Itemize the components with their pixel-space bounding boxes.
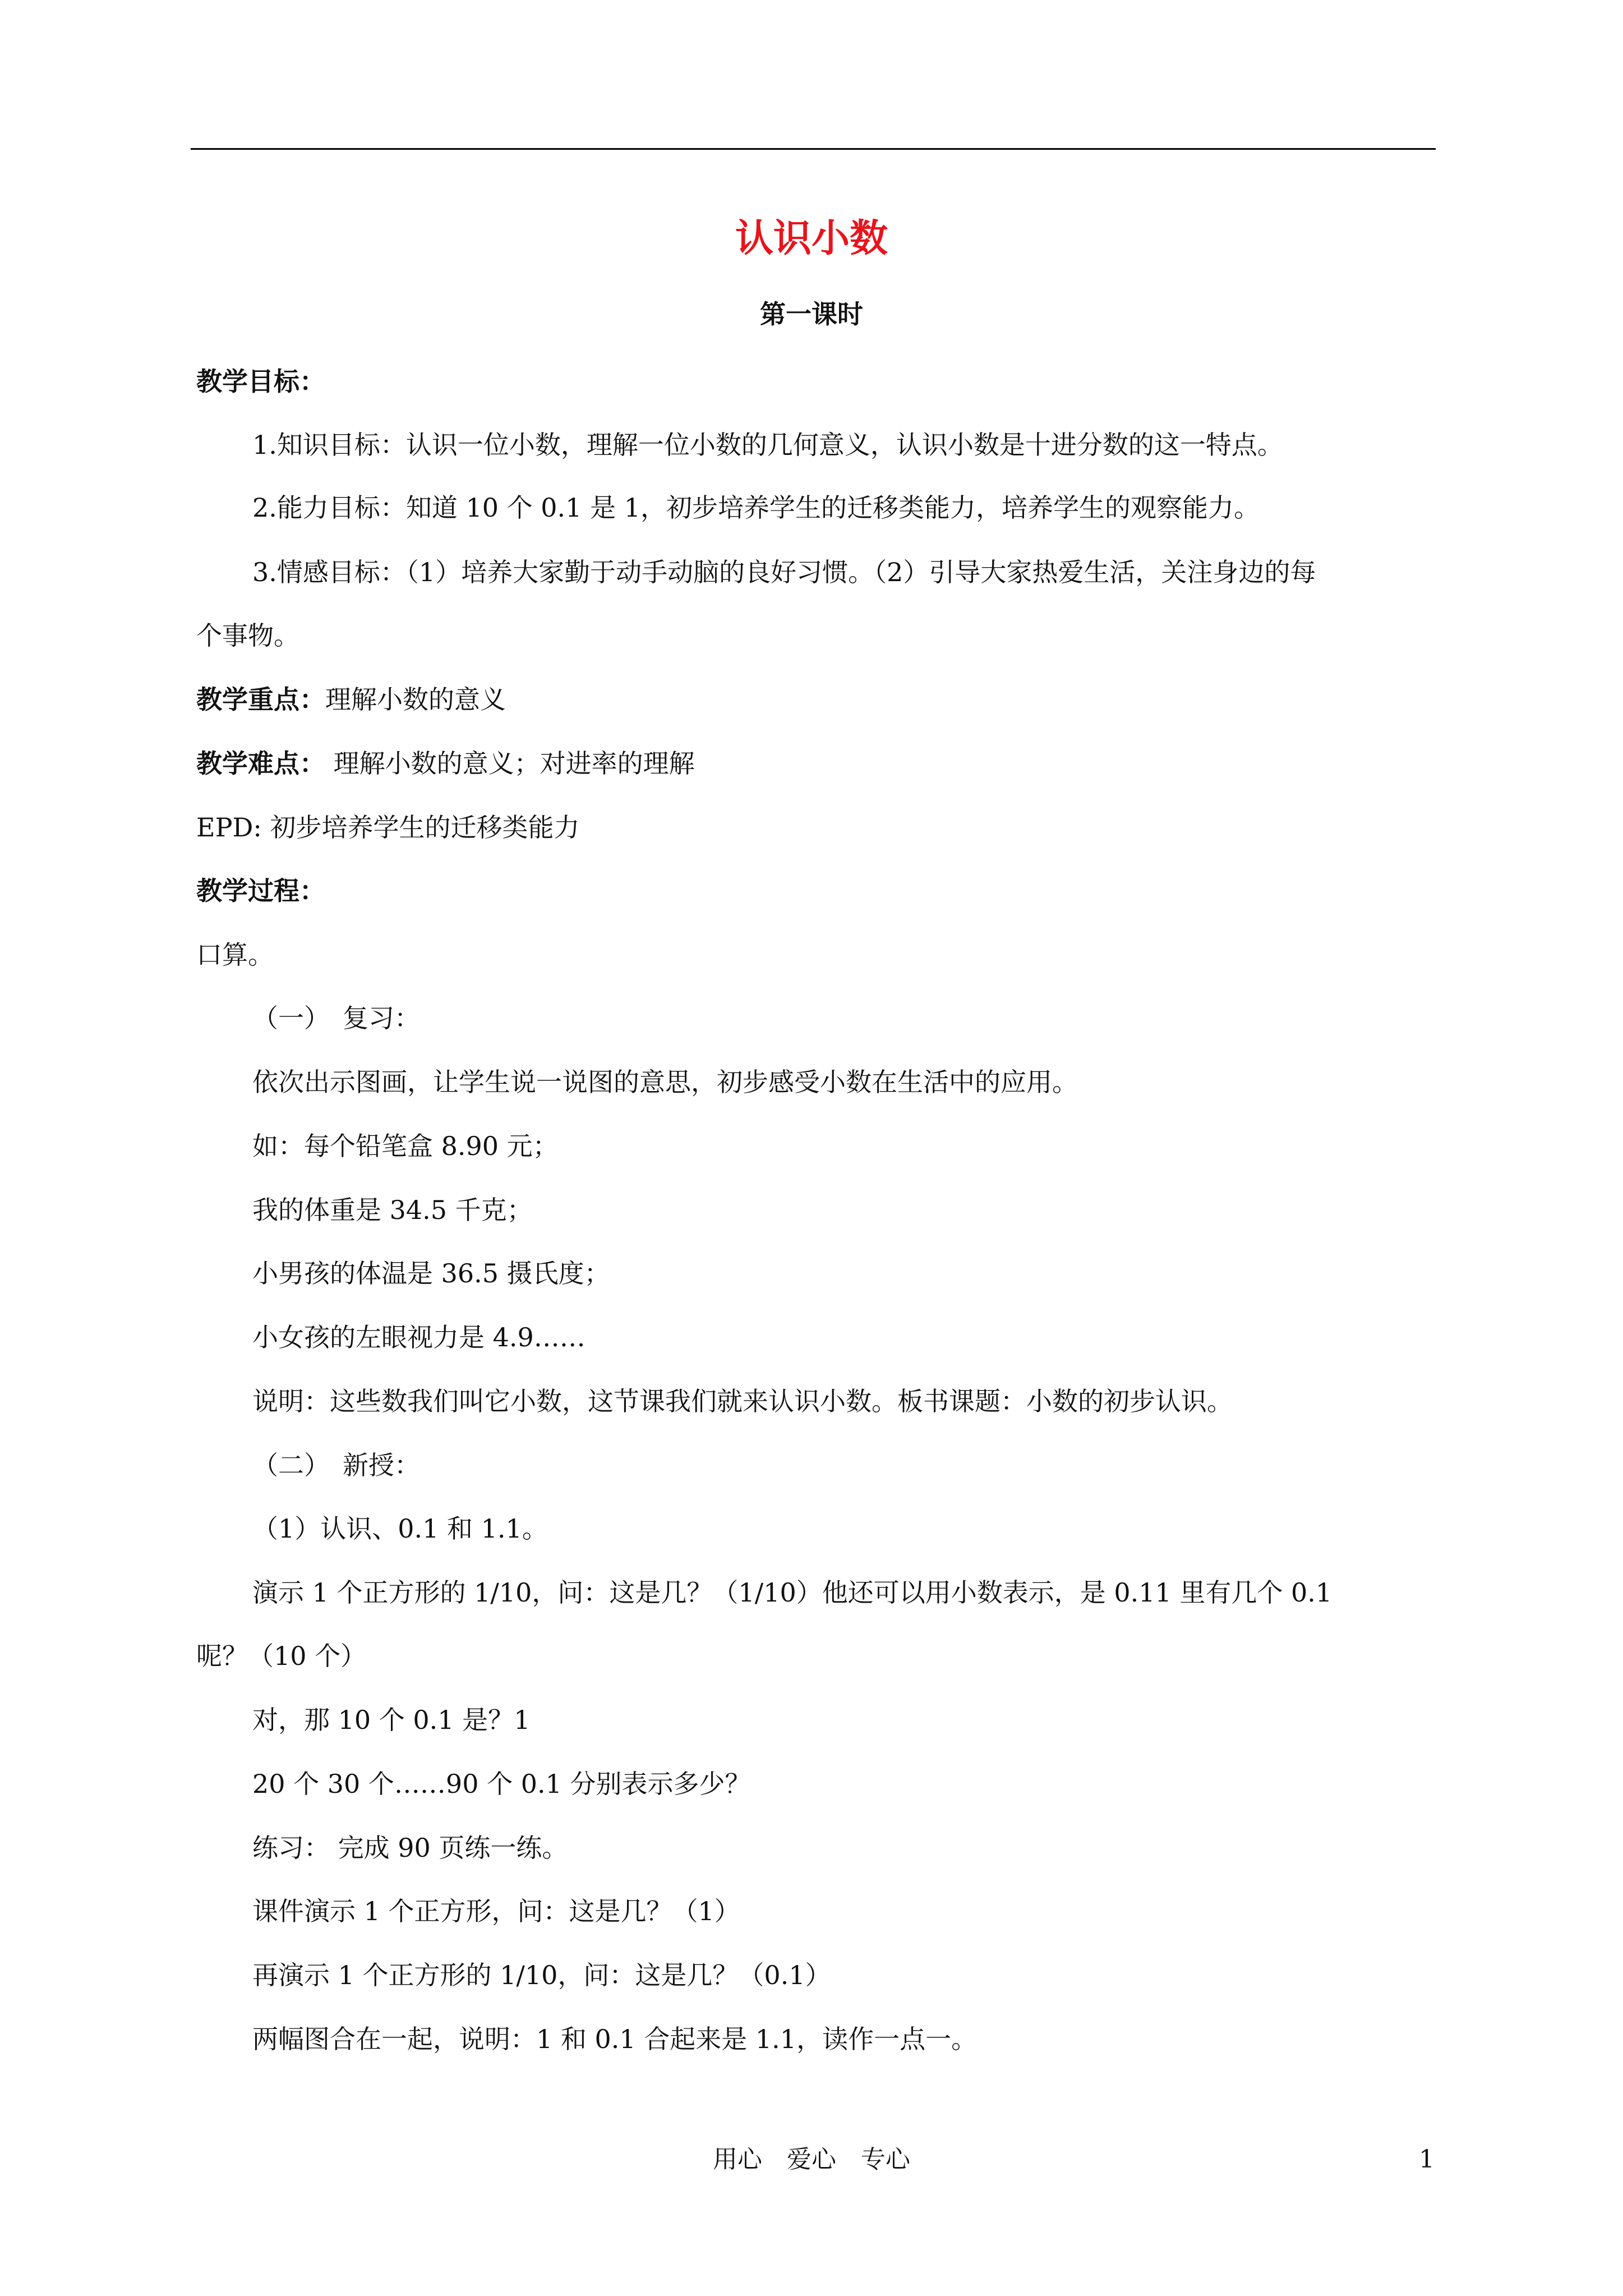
body-line: 20 个 30 个……90 个 0.1 分别表示多少？: [252, 1769, 751, 1799]
body-line: （1）认识、0.1 和 1.1。: [252, 1513, 548, 1544]
body-line: 口算。: [196, 940, 274, 970]
body-line: 再演示 1 个正方形的 1/10，问：这是几？（0.1）: [252, 1960, 831, 1990]
body-line: 我的体重是 34.5 千克；: [252, 1195, 533, 1225]
difficulty-label: 教学难点：: [196, 748, 325, 779]
objective-item-continued: 个事物。: [196, 620, 299, 651]
body-line: 小男孩的体温是 36.5 摄氏度；: [252, 1258, 610, 1289]
body-line: 依次出示图画，让学生说一说图的意思，初步感受小数在生活中的应用。: [252, 1067, 1078, 1097]
section-heading: （二） 新授：: [252, 1450, 420, 1480]
objective-item: 2.能力目标：知道 10 个 0.1 是 1，初步培养学生的迁移类能力，培养学生的观察能力。: [252, 493, 1260, 523]
body-line: 说明：这些数我们叫它小数，这节课我们就来认识小数。板书课题：小数的初步认识。: [252, 1386, 1233, 1416]
section-heading: （一） 复习：: [252, 1003, 420, 1033]
header-rule: [191, 148, 1436, 150]
page-number: 1: [1419, 2145, 1435, 2174]
difficulty-text: 理解小数的意义；对进率的理解: [325, 748, 695, 779]
key-point-label: 教学重点：: [196, 684, 325, 715]
difficulty: [196, 744, 695, 783]
process-heading: 教学过程：: [196, 876, 325, 906]
objective-item: 3.情感目标：（1）培养大家勤于动手动脑的良好习惯。（2）引导大家热爱生活，关注身边的每: [252, 557, 1316, 587]
body-line: 如：每个铅笔盒 8.90 元；: [252, 1131, 559, 1161]
body-line: 练习： 完成 90 页练一练。: [252, 1833, 568, 1863]
body-line: 演示 1 个正方形的 1/10，问：这是几？（1/10）他还可以用小数表示，是 0.11 里有几个 0.1: [252, 1577, 1332, 1608]
body-line: 课件演示 1 个正方形，问：这是几？（1）: [252, 1896, 740, 1926]
lesson-subtitle: 第一课时: [760, 299, 863, 329]
body-line: 呢？（10 个）: [196, 1641, 367, 1671]
body-line: 小女孩的左眼视力是 4.9……: [252, 1322, 585, 1352]
epd-line: EPD: 初步培养学生的迁移类能力: [196, 812, 580, 843]
body-line: 两幅图合在一起，说明：1 和 0.1 合起来是 1.1，读作一点一。: [252, 2024, 978, 2054]
document-title: 认识小数: [735, 216, 888, 261]
body-line: 对，那 10 个 0.1 是？1: [252, 1705, 531, 1735]
objectives-heading: 教学目标：: [196, 366, 325, 397]
key-point-text: 理解小数的意义: [325, 684, 506, 715]
key-point: [196, 680, 506, 719]
objective-item: 1.知识目标：认识一位小数，理解一位小数的几何意义，认识小数是十进分数的这一特点。: [252, 430, 1283, 460]
footer-slogan: 用心 爱心 专心: [713, 2145, 910, 2174]
